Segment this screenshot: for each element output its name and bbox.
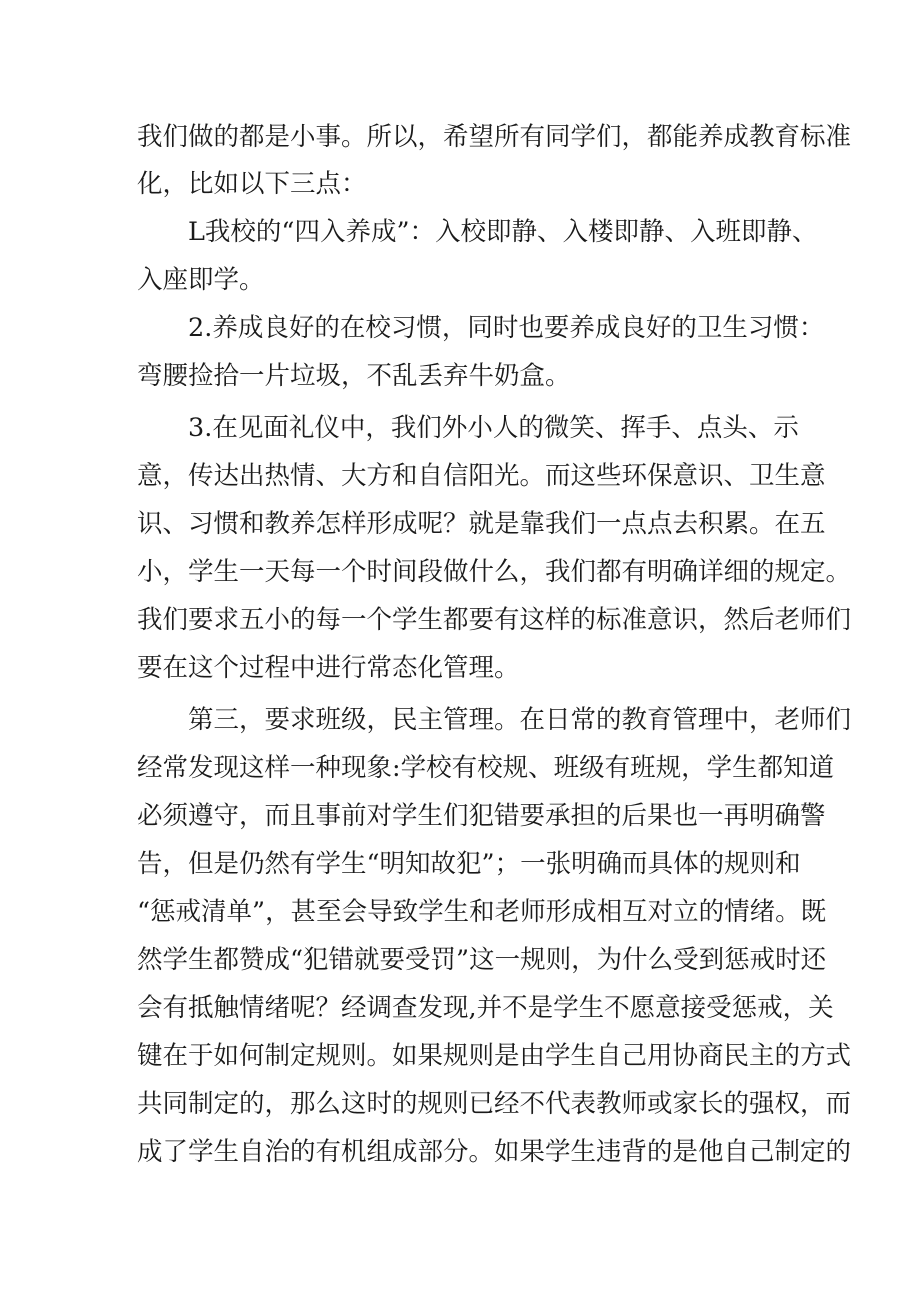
text-line: 2.养成良好的在校习惯，同时也要养成良好的卫生习惯： (188, 313, 825, 343)
text-line: 意，传达出热情、大方和自信阳光。而这些环保意识、卫生意 (137, 461, 826, 491)
text-line: 弯腰捡拾一片垃圾，不乱丢弃牛奶盒。 (137, 361, 571, 391)
text-line: 会有抵触情绪呢？经调查发现,并不是学生不愿意接受惩戒，关 (137, 993, 834, 1023)
text-line: 要在这个过程中进行常态化管理。 (137, 653, 520, 683)
text-line: L我校的“四入养成”：入校即静、入楼即静、入班即静、 (188, 217, 818, 247)
text-line: 然学生都赞成“犯错就要受罚”这一规则，为什么受到惩戒时还 (137, 945, 827, 975)
text-line: 入座即学。 (137, 265, 265, 295)
text-line: 告，但是仍然有学生“明知故犯”；一张明确而具体的规则和 (137, 849, 801, 879)
text-line: 键在于如何制定规则。如果规则是由学生自己用协商民主的方式 (137, 1041, 852, 1071)
text-line: 第三，要求班级，民主管理。在日常的教育管理中，老师们 (188, 705, 852, 735)
text-line: “惩戒清单”，甚至会导致学生和老师形成相互对立的情绪。既 (137, 897, 827, 927)
text-line: 经常发现这样一种现象:学校有校规、班级有班规，学生都知道 (137, 753, 835, 783)
text-line: 成了学生自治的有机组成部分。如果学生违背的是他自己制定的 (137, 1137, 852, 1167)
text-line: 化，比如以下三点： (137, 169, 367, 199)
text-line: 我们要求五小的每一个学生都要有这样的标准意识，然后老师们 (137, 605, 852, 635)
text-line: 小，学生一天每一个时间段做什么，我们都有明确详细的规定。 (137, 557, 852, 587)
text-line: 必须遵守，而且事前对学生们犯错要承担的后果也一再明确警 (137, 801, 826, 831)
text-line: 3.在见面礼仪中，我们外小人的微笑、挥手、点头、示 (188, 413, 799, 443)
text-line: 识、习惯和教养怎样形成呢？就是靠我们一点点去积累。在五 (137, 509, 826, 539)
text-line: 共同制定的，那么这时的规则已经不代表教师或家长的强权，而 (137, 1089, 852, 1119)
text-line: 我们做的都是小事。所以，希望所有同学们，都能养成教育标准 (137, 122, 852, 152)
